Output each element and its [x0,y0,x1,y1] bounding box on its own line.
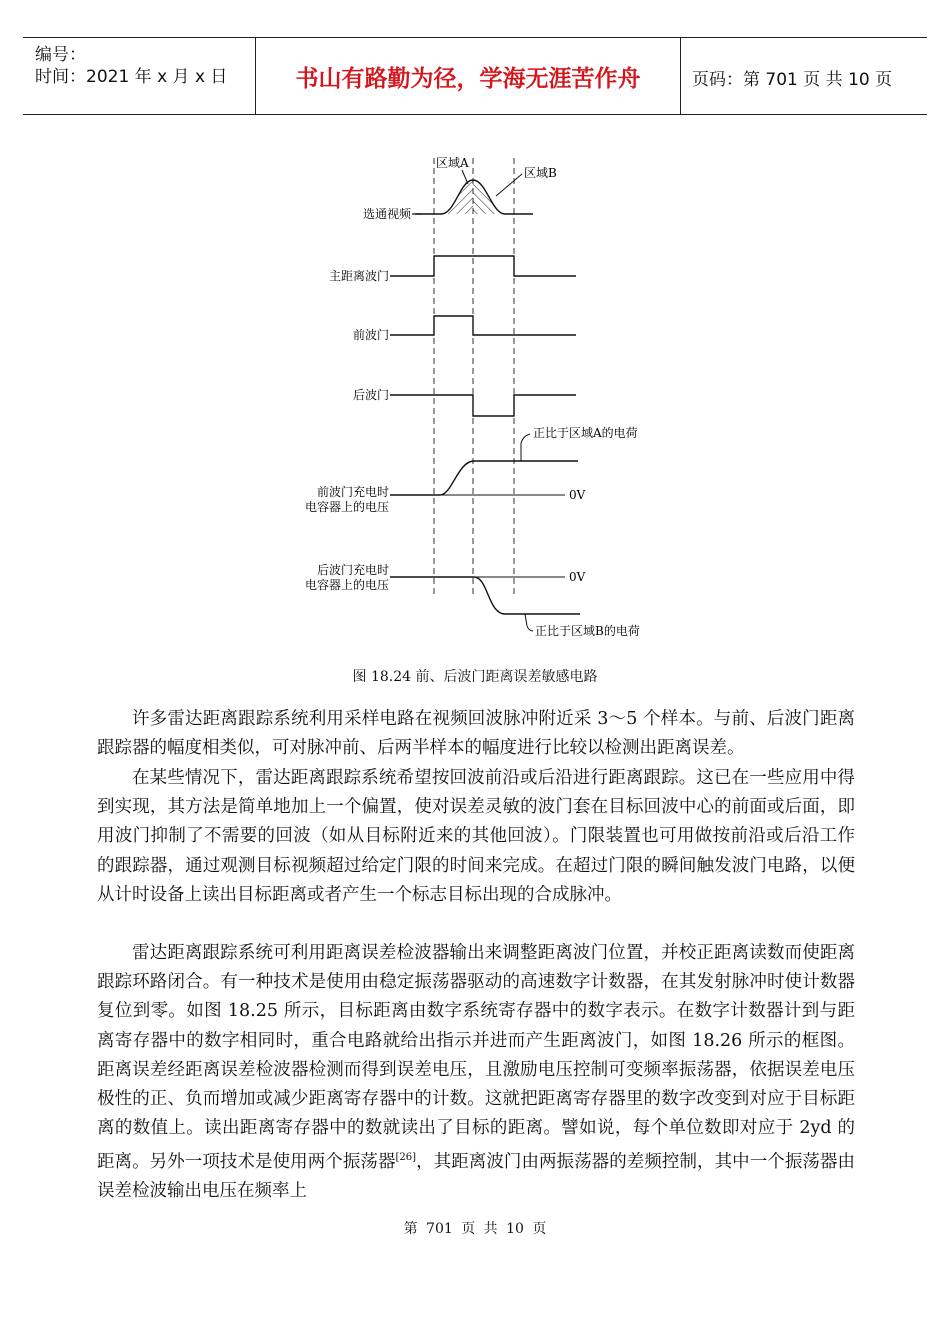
citation-ref: [26] [395,1152,417,1164]
zero-v-label-1: 0V [569,488,586,502]
row-label-late-cap-1: 后波门充电时 [316,563,389,577]
early-gate-waveform [390,316,576,335]
note-b-leader [525,614,533,631]
timing-diagram-svg [0,0,950,660]
row-label-late-gate: 后波门 [352,388,389,402]
row-label-gated-video: 选通视频 [362,207,411,221]
document-time-label: 时间：2021 年 x 月 x 日 [35,67,228,87]
note-zone-a: 正比于区域A的电荷 [533,426,638,440]
late-cap-voltage [390,577,580,614]
early-cap-voltage [390,461,578,495]
header-motto: 书山有路勤为径，学海无涯苦作舟 [295,66,641,92]
row-label-late-cap-2: 电容器上的电压 [304,578,389,592]
paragraph-1: 许多雷达距离跟踪系统利用采样电路在视频回波脉冲附近采 3～5 个样本。与前、后波门距离跟踪器的幅度相类似，可对脉冲前、后两半样本的幅度进行比较以检测出距离误差。 [97,709,855,759]
row-label-early-gate: 前波门 [352,328,389,342]
main-gate-waveform [390,256,576,276]
zero-v-label-2: 0V [569,570,586,584]
zone-a-label: 区域A [436,156,469,170]
row-label-early-cap-1: 前波门充电时 [316,485,389,499]
row-label-main-gate: 主距离波门 [328,269,389,283]
zone-b-label: 区域B [524,166,557,180]
row-label-early-cap-2: 电容器上的电压 [304,500,389,514]
dashed-guides [434,158,514,598]
note-a-leader [521,434,530,461]
header-page-label: 页码：第 701 页 共 10 页 [692,70,893,90]
paragraph-3 [97,939,855,1207]
figure-caption: 图 18.24 前、后波门距离误差敏感电路 [352,669,598,685]
paragraph-3-text-b: ，其距离波门由两振荡器的差频控制，其中一个振荡器由误差检波输出电压在频率上 [97,1152,855,1202]
paragraph-2: 在某些情况下，雷达距离跟踪系统希望按回波前沿或后沿进行距离跟踪。这已在一些应用中得到实现，其方法是简单地加上一个偏置，使对误差灵敏的波门套在目标回波中心的前面或后面，即用波门抑制了不需要的回波（如从目标附近来的其他回波）。门限装置也可用做按前沿或后沿工作的跟踪器，通过观测目标视频超过给定门限的时间来完成。在超过门限的瞬间触发波门电路，以便从计时设备上读出目标距离或者产生一个标志目标出现的合成脉冲。 [97,768,855,905]
page-footer: 第 701 页 共 10 页 [403,1221,547,1237]
paragraph-3-text-a: 雷达距离跟踪系统可利用距离误差检波器输出来调整距离波门位置，并校正距离读数而使距离跟踪环路闭合。有一种技术是使用由稳定振荡器驱动的高速数字计数器，在其发射脉冲时使计数器复位到零。如图 18.25 所示，目标距离由数字系统寄存器中的数字表示。在数字计数器计到与距离寄存器中的数字相同时，重合电路就给出指示并进而产生距离波门，如图 18.26 所示的框图。距离误差经距离误差检波器检测而得到误差电压，且激励电压控制可变频率振荡器，依据误差电压极性的正、负而增加或减少距离寄存器中的计数。这就把距离寄存器里的数字改变到对应于目标距离的数值上。读出距离寄存器中的数就读出了目标的距离。譬如说，每个单位数即对应于 2yd 的距离。另外一项技术是使用两个振荡器 [97,943,855,1173]
note-zone-b: 正比于区域B的电荷 [535,624,640,638]
late-gate-waveform [390,395,576,416]
document-number-label: 编号： [35,45,86,65]
